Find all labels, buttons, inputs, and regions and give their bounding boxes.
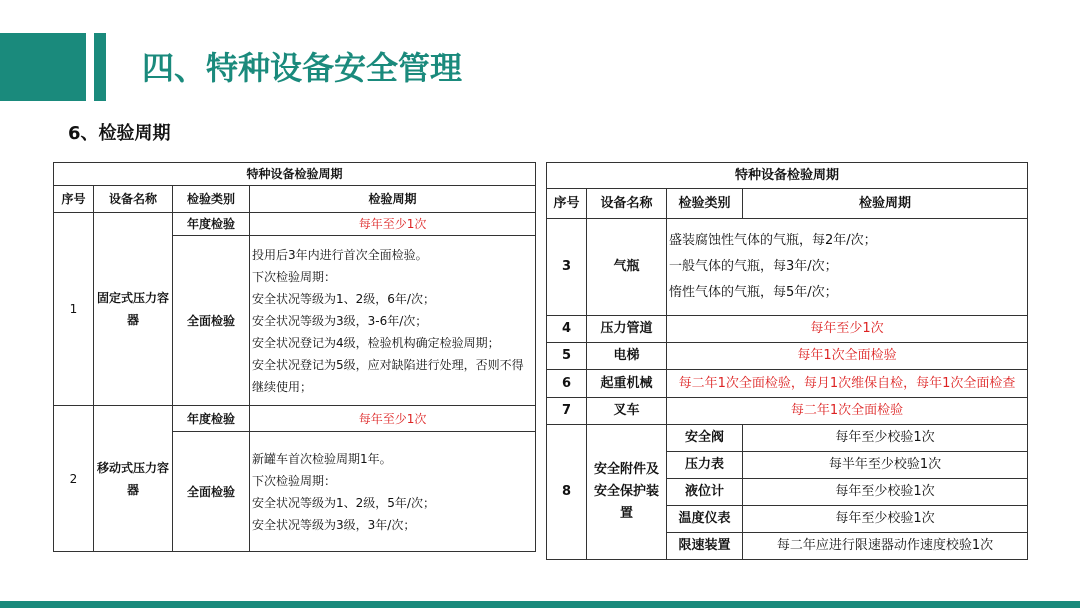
- table-row: [547, 219, 1028, 316]
- period-line: 安全状况等级为3级，3年/次；: [252, 517, 416, 532]
- header-cell: 检验周期: [250, 186, 536, 213]
- header-cell: 检验周期: [743, 189, 1028, 219]
- row-number: 4: [547, 316, 587, 343]
- equipment-name-text: 安全附件及安全保护装置: [593, 462, 659, 521]
- inspection-type: 年度检验: [173, 213, 250, 236]
- page-title: 四、特种设备安全管理: [142, 49, 463, 87]
- header-cell: 检验类别: [667, 189, 743, 219]
- equipment-name: 叉车: [587, 398, 667, 425]
- inspection-type: 限速装置: [667, 533, 743, 560]
- inspection-period: [667, 219, 1028, 316]
- inspection-period: 每二年1次全面检验: [667, 398, 1028, 425]
- table-caption: 特种设备检验周期: [547, 163, 1028, 189]
- period-line: 安全状况登记为4级，检验机构确定检验周期；: [252, 335, 500, 350]
- inspection-type: 全面检验: [173, 236, 250, 406]
- row-number: 7: [547, 398, 587, 425]
- header-cell: 序号: [54, 186, 94, 213]
- equipment-name: 压力管道: [587, 316, 667, 343]
- inspection-type: 液位计: [667, 479, 743, 506]
- header-cell: 设备名称: [587, 189, 667, 219]
- row-number: 6: [547, 370, 587, 398]
- inspection-period: 每二年应进行限速器动作速度校验1次: [743, 533, 1028, 560]
- equipment-name: [94, 406, 173, 552]
- inspection-type: 温度仪表: [667, 506, 743, 533]
- equipment-name: [587, 425, 667, 560]
- inspection-type: 全面检验: [173, 432, 250, 552]
- period-line: 惰性气体的气瓶，每5年/次；: [669, 285, 838, 300]
- row-number: 8: [547, 425, 587, 560]
- row-number: 2: [54, 406, 94, 552]
- inspection-period: 每年至少校验1次: [743, 506, 1028, 533]
- inspection-period: [667, 370, 1028, 398]
- table-header-row: [54, 186, 536, 213]
- header-accent-stripe: [94, 33, 106, 101]
- inspection-period: 每年至少1次: [250, 213, 536, 236]
- inspection-type: 压力表: [667, 452, 743, 479]
- equipment-name: 起重机械: [587, 370, 667, 398]
- equipment-name-text: 移动式压力容器: [96, 460, 169, 497]
- inspection-type: 年度检验: [173, 406, 250, 432]
- period-line: 盛装腐蚀性气体的气瓶，每2年/次；: [669, 233, 877, 248]
- table-header-row: [547, 189, 1028, 219]
- period-line: 下次检验周期：: [252, 473, 337, 488]
- row-number: 5: [547, 343, 587, 370]
- table-row: [54, 406, 536, 432]
- inspection-period: 每年至少1次: [667, 316, 1028, 343]
- inspection-table-right: [546, 162, 1028, 560]
- table-row: [547, 316, 1028, 343]
- header-cell: 序号: [547, 189, 587, 219]
- equipment-name: [94, 213, 173, 406]
- footer-accent-bar: [0, 601, 1080, 608]
- table-row: [54, 213, 536, 236]
- table-row: [547, 343, 1028, 370]
- inspection-table-left: [53, 162, 536, 552]
- equipment-name: 电梯: [587, 343, 667, 370]
- period-line: 安全状况登记为5级，应对缺陷进行处理，否则不得继续使用；: [252, 357, 524, 394]
- header-accent-block: [0, 33, 86, 101]
- row-number: 3: [547, 219, 587, 316]
- inspection-period: 每半年至少校验1次: [743, 452, 1028, 479]
- period-line: 每二年1次全面检验，每月1次维保自检，每年1次全面检查: [678, 375, 1016, 391]
- inspection-period: 每年至少校验1次: [743, 479, 1028, 506]
- table-row: [547, 398, 1028, 425]
- period-line: 投用后3年内进行首次全面检验。: [252, 247, 428, 262]
- table-caption: 特种设备检验周期: [54, 163, 536, 186]
- equipment-name: 气瓶: [587, 219, 667, 316]
- period-line: 安全状况等级为1、2级，6年/次；: [252, 291, 435, 306]
- inspection-period: 每年至少1次: [250, 406, 536, 432]
- period-line: 安全状况等级为3级，3-6年/次；: [252, 313, 428, 328]
- row-number: 1: [54, 213, 94, 406]
- equipment-name-text: 固定式压力容器: [96, 291, 169, 327]
- period-line: 新罐车首次检验周期1年。: [252, 451, 392, 466]
- inspection-period: 每年至少校验1次: [743, 425, 1028, 452]
- section-subtitle: 6、检验周期: [68, 123, 171, 144]
- inspection-period: [250, 236, 536, 406]
- period-line: 下次检验周期：: [252, 269, 337, 284]
- period-line: 安全状况等级为1、2级，5年/次；: [252, 495, 435, 510]
- header-cell: 设备名称: [94, 186, 173, 213]
- inspection-period: 每年1次全面检验: [667, 343, 1028, 370]
- table-row: [547, 425, 1028, 452]
- header-cell: 检验类别: [173, 186, 250, 213]
- period-line: 一般气体的气瓶，每3年/次；: [669, 259, 838, 274]
- table-row: [547, 370, 1028, 398]
- inspection-period: [250, 432, 536, 552]
- inspection-type: 安全阀: [667, 425, 743, 452]
